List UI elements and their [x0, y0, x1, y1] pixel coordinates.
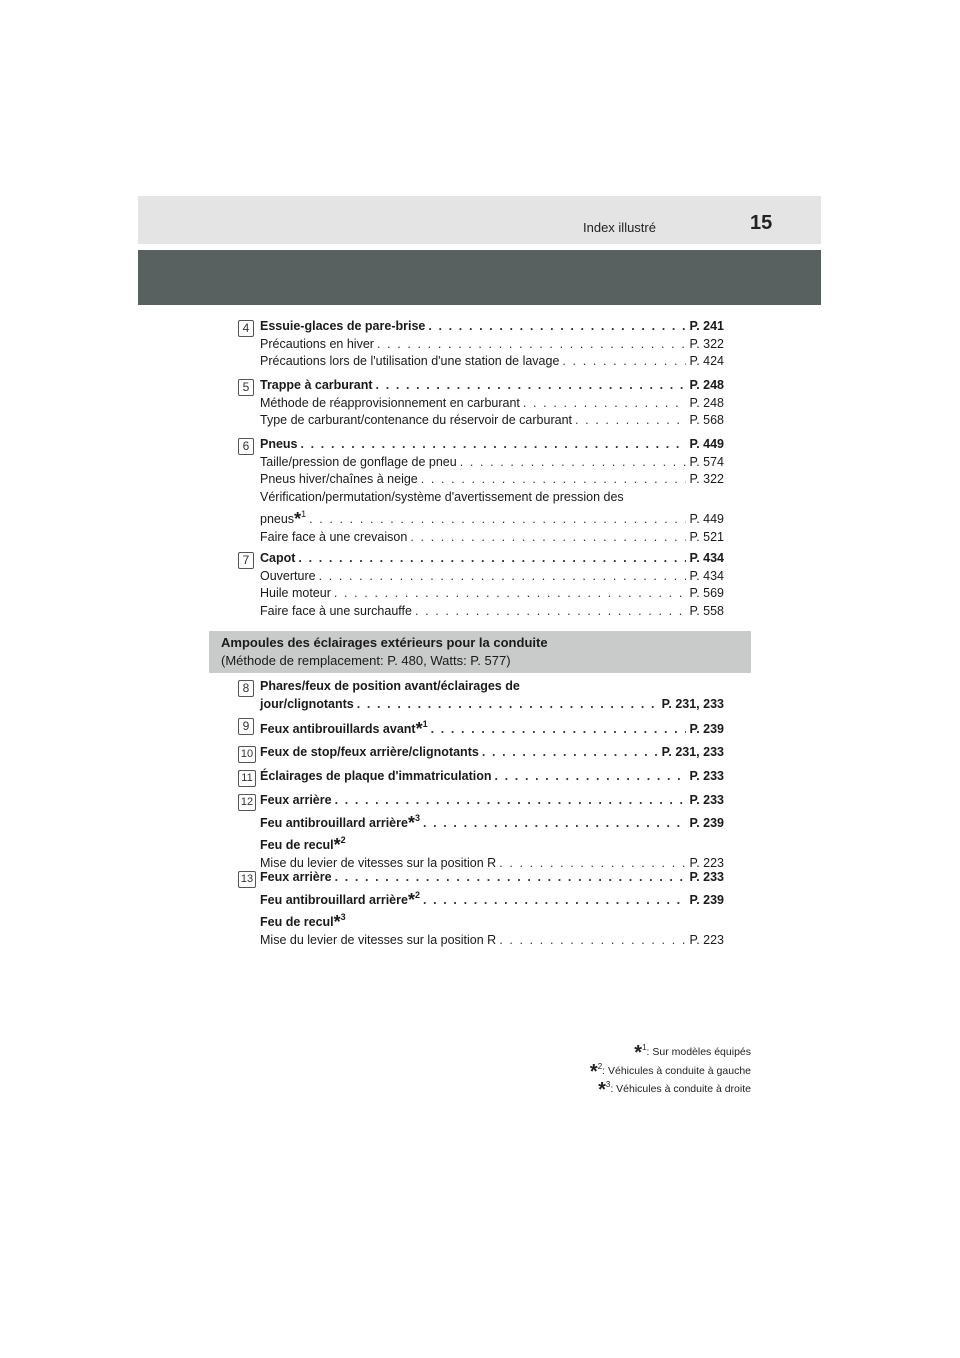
entry-label: Feux arrière — [260, 793, 332, 807]
header-dark-band — [138, 250, 821, 305]
footnote-number: 3 — [605, 1080, 611, 1089]
footnote-number: 1 — [642, 1043, 647, 1052]
index-entry[interactable] — [260, 585, 724, 603]
index-entry — [260, 489, 724, 507]
index-entry[interactable] — [260, 603, 724, 621]
item-number-badge: 6 — [238, 438, 254, 455]
dot-leader — [423, 815, 686, 833]
index-group-5 — [238, 377, 724, 430]
dot-leader — [495, 768, 687, 786]
entry-label: Faire face à une crevaison — [260, 529, 408, 544]
dot-leader — [334, 585, 687, 603]
entry-label: Feu de recul — [260, 838, 334, 852]
page-reference[interactable]: P. 248 — [689, 378, 724, 392]
entry-label: Feux de stop/feux arrière/clignotants — [260, 745, 479, 759]
index-group-6 — [238, 436, 724, 546]
dot-leader — [499, 932, 686, 950]
entry-label: Précautions lors de l'utilisation d'une station de lavage — [260, 354, 560, 368]
page-reference[interactable]: P. 322 — [689, 472, 724, 486]
index-entry — [260, 832, 724, 855]
footnote-ref: 3 — [414, 812, 420, 823]
dot-leader — [523, 395, 687, 413]
index-group-9 — [238, 716, 724, 739]
entry-label: Éclairages de plaque d'immatriculation — [260, 769, 492, 783]
dot-leader — [301, 436, 687, 454]
index-entry — [260, 678, 724, 696]
entry-label: Capot — [260, 551, 296, 565]
index-group-4 — [238, 318, 724, 371]
page-reference[interactable]: P. 434 — [689, 551, 724, 565]
item-number-badge: 7 — [238, 552, 254, 569]
index-group-10 — [238, 744, 724, 762]
footnote-ref: 1 — [301, 509, 307, 519]
entry-label: Taille/pression de gonflage de pneu — [260, 454, 457, 469]
entry-label: Trappe à carburant — [260, 378, 373, 392]
entry-label: Huile moteur — [260, 586, 331, 600]
footnote-star: * — [333, 835, 341, 855]
page-reference[interactable]: P. 424 — [689, 354, 724, 368]
entry-label: Pneus — [260, 437, 298, 451]
footnote-text: : Véhicules à conduite à gauche — [602, 1065, 751, 1077]
entry-label: Ouverture — [260, 568, 316, 583]
dot-leader — [357, 696, 659, 714]
section-title: Index illustré — [583, 220, 656, 235]
section-band — [209, 631, 751, 673]
dot-leader — [482, 744, 659, 762]
entry-label: Mise du levier de vitesses sur la position R — [260, 932, 497, 947]
dot-leader — [376, 377, 687, 395]
page-reference[interactable]: P. 231, 233 — [661, 696, 724, 711]
index-entry[interactable] — [260, 810, 724, 833]
footnote-star: * — [294, 509, 302, 529]
index-group-8 — [238, 678, 724, 713]
footnote-ref: 2 — [414, 889, 420, 900]
page-reference[interactable]: P. 569 — [689, 586, 724, 600]
dot-leader — [298, 550, 686, 568]
index-entry[interactable] — [260, 550, 724, 568]
page-reference[interactable]: P. 449 — [689, 512, 724, 526]
footnote-text: : Sur modèles équipés — [646, 1046, 751, 1058]
index-entry[interactable] — [260, 318, 724, 336]
dot-leader — [421, 471, 687, 489]
page-reference[interactable]: P. 558 — [689, 603, 724, 618]
footnote-ref: 1 — [422, 719, 428, 729]
page-reference[interactable]: P. 223 — [689, 932, 724, 947]
item-number-badge: 12 — [238, 794, 256, 811]
band-title: Ampoules des éclairages extérieurs pour la conduite — [221, 635, 548, 650]
dot-leader — [319, 568, 687, 586]
index-entry[interactable] — [260, 353, 724, 371]
entry-label: Feux antibrouillards avant — [260, 722, 416, 736]
index-entry[interactable] — [260, 529, 724, 547]
index-entry[interactable] — [260, 869, 724, 887]
index-entry[interactable] — [260, 412, 724, 430]
dot-leader — [309, 511, 686, 529]
entry-label: Méthode de réapprovisionnement en carburant — [260, 395, 520, 410]
index-entry[interactable] — [260, 471, 724, 489]
index-group-7 — [238, 550, 724, 620]
footnote-star: * — [634, 1042, 643, 1064]
footnote-number: 2 — [597, 1062, 603, 1071]
page-reference[interactable]: P. 241 — [689, 319, 724, 333]
item-number-badge: 11 — [238, 770, 256, 787]
entry-label: Feu antibrouillard arrière — [260, 815, 408, 830]
footnote-star: * — [407, 889, 415, 910]
page-reference[interactable]: P. 248 — [689, 395, 724, 410]
dot-leader — [428, 318, 686, 336]
index-entry[interactable] — [260, 932, 724, 950]
index-entry[interactable] — [260, 792, 724, 810]
footnote-ref: 2 — [340, 835, 346, 845]
entry-label: Essuie-glaces de pare-brise — [260, 319, 426, 333]
page-reference[interactable]: P. 239 — [689, 815, 724, 830]
page-reference[interactable]: P. 521 — [689, 529, 724, 544]
item-number-badge: 9 — [238, 718, 254, 735]
index-entry[interactable] — [260, 744, 724, 762]
footnote-ref: 3 — [340, 912, 346, 922]
item-number-badge: 4 — [238, 320, 254, 337]
index-group-13 — [238, 869, 724, 949]
index-entry[interactable] — [260, 454, 724, 472]
footnote-star: * — [598, 1079, 606, 1101]
page-reference[interactable]: P. 568 — [689, 413, 724, 427]
index-entry[interactable] — [260, 436, 724, 454]
entry-label: Mise du levier de vitesses sur la position R — [260, 855, 497, 870]
entry-label: Type de carburant/contenance du réservoir de carburant — [260, 413, 572, 427]
page-reference[interactable]: P. 574 — [689, 454, 724, 469]
index-entry — [260, 909, 724, 932]
page-reference[interactable]: P. 239 — [689, 722, 724, 736]
dot-leader — [335, 869, 687, 887]
item-number-badge: 13 — [238, 871, 256, 888]
index-entry[interactable] — [260, 377, 724, 395]
dot-leader — [575, 412, 686, 430]
dot-leader — [415, 603, 687, 621]
page-reference[interactable]: P. 239 — [689, 892, 724, 907]
index-entry[interactable] — [260, 768, 724, 786]
band-subtitle: (Méthode de remplacement: P. 480, Watts: P. 577) — [221, 653, 511, 668]
dot-leader — [431, 721, 687, 739]
index-group-11 — [238, 768, 724, 786]
index-entry[interactable] — [260, 887, 724, 910]
dot-leader — [562, 353, 686, 371]
item-number-badge: 10 — [238, 746, 256, 763]
page-reference[interactable]: P. 434 — [689, 568, 724, 583]
footnote-star: * — [415, 719, 423, 739]
index-entry[interactable] — [260, 568, 724, 586]
entry-label: Phares/feux de position avant/éclairages de — [260, 679, 520, 693]
index-entry[interactable] — [260, 716, 724, 739]
dot-leader — [410, 529, 686, 547]
entry-label: pneus — [260, 512, 295, 526]
entry-label: Pneus hiver/chaînes à neige — [260, 472, 418, 486]
entry-label: Feu antibrouillard arrière — [260, 892, 408, 907]
footnote-text: : Véhicules à conduite à droite — [610, 1083, 751, 1095]
page-reference[interactable]: P. 223 — [689, 855, 724, 870]
page-reference[interactable]: P. 322 — [689, 336, 724, 351]
page-number: 15 — [750, 212, 773, 234]
footnote-star: * — [333, 912, 341, 932]
header-band — [138, 196, 821, 244]
footnote-star: * — [407, 812, 415, 833]
footnote-star: * — [589, 1061, 598, 1083]
entry-label: Vérification/permutation/système d'avertissement de pression des — [260, 489, 624, 504]
page-reference[interactable]: P. 233 — [689, 870, 724, 884]
entry-label: Précautions en hiver — [260, 336, 374, 351]
dot-leader — [335, 792, 687, 810]
index-entry[interactable] — [260, 336, 724, 354]
dot-leader — [377, 336, 687, 354]
item-number-badge: 5 — [238, 379, 254, 396]
item-number-badge: 8 — [238, 680, 254, 697]
page-reference[interactable]: P. 233 — [689, 793, 724, 807]
dot-leader — [423, 892, 686, 910]
index-entry[interactable] — [260, 506, 724, 529]
entry-label: Feux arrière — [260, 870, 332, 884]
entry-label: Faire face à une surchauffe — [260, 603, 412, 618]
index-entry[interactable] — [260, 395, 724, 413]
page-reference[interactable]: P. 449 — [689, 437, 724, 451]
entry-label: Feu de recul — [260, 915, 334, 929]
page-reference[interactable]: P. 231, 233 — [661, 745, 724, 759]
footnote-3 — [598, 1079, 751, 1102]
entry-label: jour/clignotants — [260, 696, 354, 711]
page-reference[interactable]: P. 233 — [689, 769, 724, 783]
index-entry[interactable] — [260, 696, 724, 714]
dot-leader — [460, 454, 687, 472]
index-group-12 — [238, 792, 724, 872]
